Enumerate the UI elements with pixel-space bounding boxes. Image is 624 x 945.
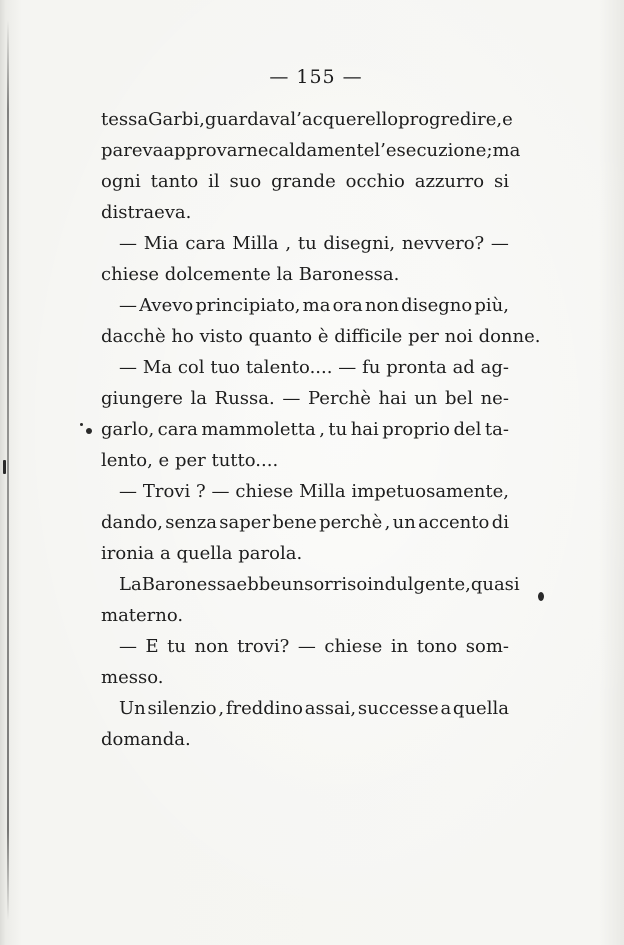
text-line — [101, 135, 521, 166]
text-line — [101, 352, 509, 383]
text-line — [101, 600, 509, 631]
page-number: — 155 — — [269, 66, 363, 88]
ink-speck — [3, 460, 6, 474]
word: azzurro — [414, 171, 485, 192]
word: som- — [465, 636, 509, 657]
word: cara — [185, 233, 226, 254]
word: — — [119, 636, 137, 657]
word: progredire, — [398, 109, 503, 130]
word: tanto — [150, 171, 199, 192]
word: ogni — [101, 171, 141, 192]
text-line — [101, 383, 509, 414]
word: dacchè — [101, 326, 166, 347]
word: chiese — [101, 264, 159, 285]
word: Avevo — [139, 295, 194, 316]
word: suo — [229, 171, 262, 192]
word: domanda. — [101, 729, 191, 750]
word: per — [408, 326, 439, 347]
word: accento — [418, 512, 490, 533]
word: E — [145, 636, 159, 657]
word: disegni, — [323, 233, 396, 254]
word: Un — [119, 698, 146, 719]
word: Baronessa — [141, 574, 237, 595]
text-line — [101, 724, 509, 755]
word: tutto.... — [211, 450, 279, 471]
text-line — [101, 538, 509, 569]
word: si — [493, 171, 509, 192]
word: di — [491, 512, 509, 533]
word: La — [119, 574, 142, 595]
text-line — [101, 569, 520, 600]
word: sorriso — [304, 574, 368, 595]
word: materno. — [101, 605, 184, 626]
word: un — [414, 388, 438, 409]
word: , — [384, 512, 391, 533]
word: pareva — [101, 140, 164, 161]
word: tuo — [210, 357, 241, 378]
word: non — [194, 636, 229, 657]
word: principiato, — [195, 295, 301, 316]
word: il — [208, 171, 220, 192]
ink-speck — [538, 592, 544, 601]
text-line — [101, 259, 509, 290]
word: garlo, — [101, 419, 155, 440]
word: Milla — [299, 481, 346, 502]
word: fu — [362, 357, 381, 378]
ink-speck — [86, 428, 92, 434]
word: tessa — [101, 109, 149, 130]
word: non — [364, 295, 399, 316]
word: acquerello — [301, 109, 399, 130]
word: in — [390, 636, 409, 657]
word: bene — [272, 512, 317, 533]
word: silenzio — [147, 698, 217, 719]
text-line — [101, 321, 541, 352]
word: la — [276, 264, 294, 285]
word: quasi — [470, 574, 520, 595]
ink-speck — [80, 423, 83, 426]
word: del — [453, 419, 482, 440]
word: l’ — [374, 140, 386, 161]
word: indulgente, — [367, 574, 471, 595]
word: , — [218, 698, 225, 719]
word: dando, — [101, 512, 163, 533]
word: pronta — [386, 357, 447, 378]
word: ? — [196, 481, 206, 502]
body-text — [101, 104, 541, 755]
text-line — [101, 445, 509, 476]
word: l’ — [290, 109, 302, 130]
word: — — [119, 481, 137, 502]
word: noi — [444, 326, 473, 347]
word: quanto — [248, 326, 313, 347]
word: esecuzione — [385, 140, 487, 161]
word: , — [319, 419, 325, 440]
word: ag- — [480, 357, 509, 378]
word: grande — [271, 171, 336, 192]
word: disegno — [401, 295, 473, 316]
word: talento.... — [245, 357, 333, 378]
word: nevvero? — [401, 233, 485, 254]
binding-edge — [7, 20, 9, 920]
word: freddino — [225, 698, 303, 719]
word: ne- — [480, 388, 509, 409]
word: lento, — [101, 450, 153, 471]
word: tu — [167, 636, 186, 657]
text-line — [101, 631, 509, 662]
word: donne. — [478, 326, 541, 347]
word: più, — [474, 295, 509, 316]
word: Perchè — [307, 388, 371, 409]
word: senza — [165, 512, 217, 533]
text-line — [101, 104, 513, 135]
word: a — [440, 698, 452, 719]
word: quella — [452, 698, 509, 719]
word: col — [177, 357, 205, 378]
word: per — [174, 450, 206, 471]
word: tono — [416, 636, 458, 657]
word: — — [119, 295, 137, 316]
word: saper — [219, 512, 271, 533]
word: — — [338, 357, 357, 378]
text-line — [101, 476, 509, 507]
word: ebbe — [236, 574, 281, 595]
word: dolcemente — [164, 264, 271, 285]
word: — — [119, 233, 137, 254]
word: quella — [176, 543, 233, 564]
word: — — [119, 357, 137, 378]
word: — — [490, 233, 509, 254]
word: cara — [157, 419, 198, 440]
word: hai — [378, 388, 407, 409]
word: assai, — [304, 698, 357, 719]
word: perchè — [319, 512, 383, 533]
word: hai — [350, 419, 379, 440]
word: mammoletta — [201, 419, 316, 440]
word: e — [158, 450, 170, 471]
word: ; — [486, 140, 493, 161]
word: bel — [445, 388, 473, 409]
word: ironia — [101, 543, 155, 564]
text-line — [101, 507, 509, 538]
word: ora — [332, 295, 363, 316]
word: la — [190, 388, 208, 409]
word: e — [502, 109, 513, 130]
text-line — [101, 166, 509, 197]
text-line — [101, 228, 509, 259]
word: Ma — [142, 357, 172, 378]
text-line — [101, 414, 509, 445]
word: ma — [492, 140, 521, 161]
word: è — [317, 326, 329, 347]
word: ho — [171, 326, 194, 347]
word: tu — [328, 419, 348, 440]
word: un — [392, 512, 416, 533]
word: guardava — [204, 109, 291, 130]
word: visto — [199, 326, 243, 347]
word: chiese — [235, 481, 294, 502]
word: successe — [357, 698, 439, 719]
word: a — [160, 543, 171, 564]
word: messo. — [101, 667, 164, 688]
word: Russa. — [214, 388, 275, 409]
word: tu — [297, 233, 317, 254]
word: Baronessa. — [298, 264, 400, 285]
word: chiese — [324, 636, 383, 657]
word: impetuosamente, — [351, 481, 509, 502]
word: — — [211, 481, 230, 502]
text-line — [101, 693, 509, 724]
word: proprio — [382, 419, 450, 440]
word: Trovi — [142, 481, 191, 502]
word: — — [297, 636, 316, 657]
word: giungere — [101, 388, 183, 409]
word: parola. — [238, 543, 303, 564]
word: trovi? — [237, 636, 290, 657]
word: ad — [452, 357, 475, 378]
text-line — [101, 197, 509, 228]
word: , — [285, 233, 292, 254]
text-line — [101, 290, 509, 321]
word: un — [280, 574, 305, 595]
word: approvarne — [163, 140, 269, 161]
word: caldamente — [268, 140, 375, 161]
word: Milla — [232, 233, 279, 254]
word: distraeva. — [101, 202, 192, 223]
text-line — [101, 662, 509, 693]
word: occhio — [345, 171, 405, 192]
word: — — [282, 388, 301, 409]
word: difficile — [334, 326, 403, 347]
word: ta- — [484, 419, 509, 440]
word: Mia — [143, 233, 179, 254]
word: ma — [302, 295, 331, 316]
word: Garbi, — [148, 109, 205, 130]
